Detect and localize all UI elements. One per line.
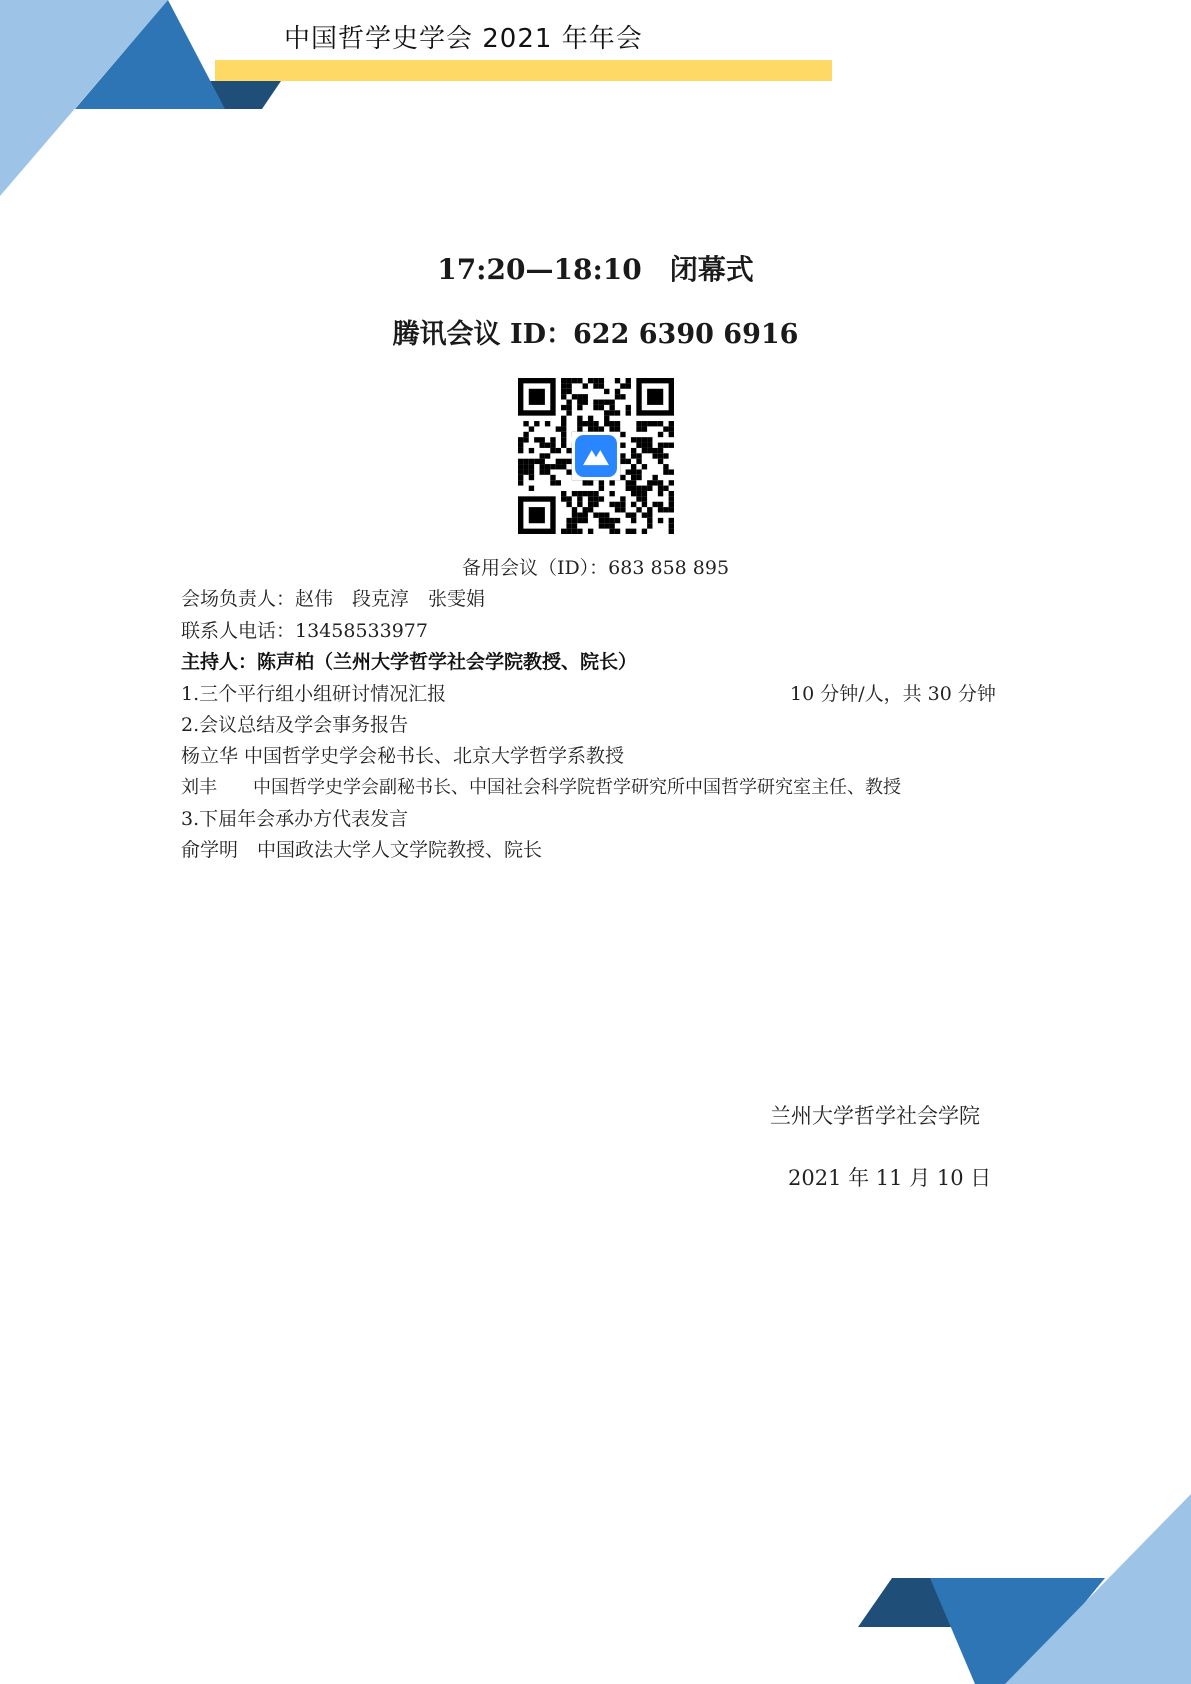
speaker-1: 杨立华 中国哲学史学会秘书长、北京大学哲学系教授 <box>181 745 625 767</box>
backup-meeting-id: 备用会议（ID）：683 858 895 <box>461 557 730 579</box>
signature-date: 2021 年 11 月 10 日 <box>788 1166 992 1190</box>
agenda-item-3: 3.下届年会承办方代表发言 <box>181 808 409 830</box>
qr-code <box>518 378 674 534</box>
top-left-light-triangle <box>0 0 168 196</box>
signature-organization: 兰州大学哲学社会学院 <box>770 1104 980 1128</box>
contact-phone: 联系人电话：13458533977 <box>181 620 428 642</box>
tencent-meeting-logo-icon <box>575 435 617 477</box>
meeting-id: 腾讯会议 ID：622 6390 6916 <box>392 319 799 350</box>
header-title: 中国哲学史学会 2021 年年会 <box>284 24 643 54</box>
host: 主持人：陈声柏（兰州大学哲学社会学院教授、院长） <box>181 651 638 673</box>
agenda-item-1-time: 10 分钟/人，共 30 分钟 <box>790 683 996 705</box>
bottom-right-dark-triangle <box>858 1578 975 1627</box>
speaker-2: 刘丰 中国哲学史学会副秘书长、中国社会科学院哲学研究所中国哲学研究室主任、教授 <box>181 777 901 798</box>
bottom-right-light-triangle <box>1005 1494 1191 1684</box>
bottom-right-blue-triangle <box>930 1578 1105 1684</box>
top-left-blue-triangle <box>75 0 225 109</box>
session-title: 17:20—18:10 闭幕式 <box>437 253 754 286</box>
speaker-3: 俞学明 中国政法大学人文学院教授、院长 <box>181 839 543 861</box>
agenda-item-2: 2.会议总结及学会事务报告 <box>181 714 409 736</box>
agenda-item-1: 1.三个平行组小组研讨情况汇报 <box>181 683 447 705</box>
venue-leaders: 会场负责人：赵伟 段克淳 张雯娟 <box>181 588 486 610</box>
top-left-yellow-bar <box>215 60 832 81</box>
top-left-dark-triangle <box>210 81 281 109</box>
